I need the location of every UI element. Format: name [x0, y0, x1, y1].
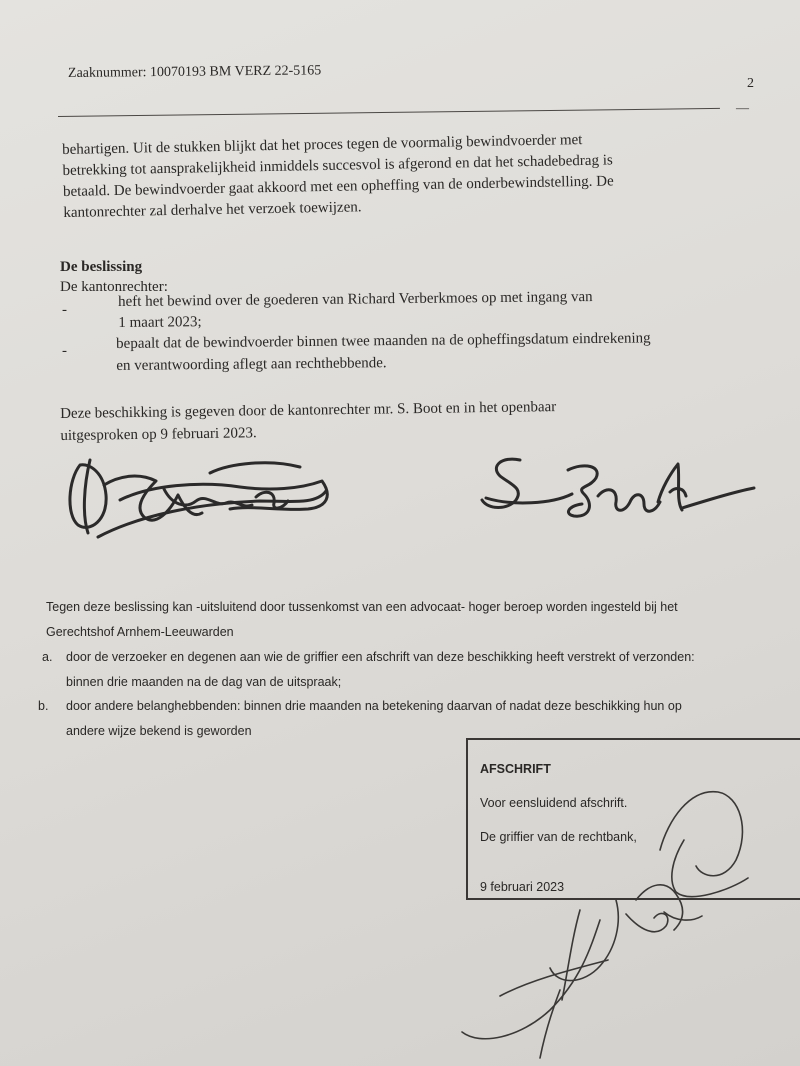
appeal-item-text: door andere belanghebbenden: binnen drie maanden na betekening daarvan of nadat deze beschikking hun op: [66, 699, 682, 713]
intro-line: betaald. De bewindvoerder gaat akkoord met een opheffing van de onderbewindstelling. De: [62, 173, 614, 200]
appeal-intro: Tegen deze beslissing kan -uitsluitend door tussenkomst van een advocaat- hoger beroep worden ingesteld bij het: [46, 600, 678, 614]
appeal-item-text: binnen drie maanden na de dag van de uitspraak;: [66, 675, 342, 689]
appeal-item-text: door de verzoeker en degenen aan wie de griffier een afschrift van deze beschikking heeft verstrekt of verzonden:: [66, 650, 695, 664]
stamp-certification: Voor eensluidend afschrift.: [480, 796, 628, 810]
header-dash: —: [736, 100, 749, 115]
closing-line: Deze beschikking is gegeven door de kantonrechter mr. S. Boot en in het openbaar: [60, 399, 557, 422]
closing-paragraph: [60, 396, 557, 447]
decision-item-text: 1 maart 2023;: [118, 314, 202, 331]
case-number: Zaaknummer: 10070193 BM VERZ 22-5165: [67, 63, 322, 81]
decision-item: [116, 327, 651, 377]
signature-left: [60, 445, 340, 550]
decision-bullet: -: [62, 302, 67, 318]
page-number: 2: [747, 76, 754, 91]
appeal-court: Gerechtshof Arnhem-Leeuwarden: [46, 625, 234, 639]
stamp-clerk: De griffier van de rechtbank,: [480, 830, 637, 844]
decision-item: [118, 287, 593, 334]
intro-paragraph: [62, 129, 614, 224]
intro-line: kantonrechter zal derhalve het verzoek toewijzen.: [63, 199, 362, 221]
decision-item-text: heft het bewind over de goederen van Richard Verberkmoes op met ingang van: [118, 289, 593, 310]
decision-item-text: en verantwoording aflegt aan rechthebbende.: [116, 355, 387, 374]
appeal-marker: b.: [38, 699, 49, 713]
intro-line: behartigen. Uit de stukken blijkt dat het proces tegen de voormalig bewindvoerder met: [62, 132, 583, 158]
decision-bullet: -: [62, 343, 67, 359]
decision-heading: De beslissing: [60, 259, 143, 275]
signature-right: [472, 448, 762, 528]
decision-item-text: bepaalt dat de bewindvoerder binnen twee maanden na de opheffingsdatum eindrekening: [116, 330, 651, 352]
header-rule: [58, 108, 720, 117]
clerk-signature: [440, 770, 780, 1060]
decision-intro: De kantonrechter:: [60, 279, 168, 295]
appeal-item-text: andere wijze bekend is geworden: [66, 724, 252, 738]
intro-line: betrekking tot aansprakelijkheid inmiddels succesvol is afgerond en dat het schadebedrag is: [62, 152, 613, 179]
stamp-date: 9 februari 2023: [480, 880, 565, 894]
stamp-title: AFSCHRIFT: [480, 762, 551, 776]
closing-line: uitgesproken op 9 februari 2023.: [60, 425, 257, 444]
appeal-marker: a.: [42, 650, 53, 664]
